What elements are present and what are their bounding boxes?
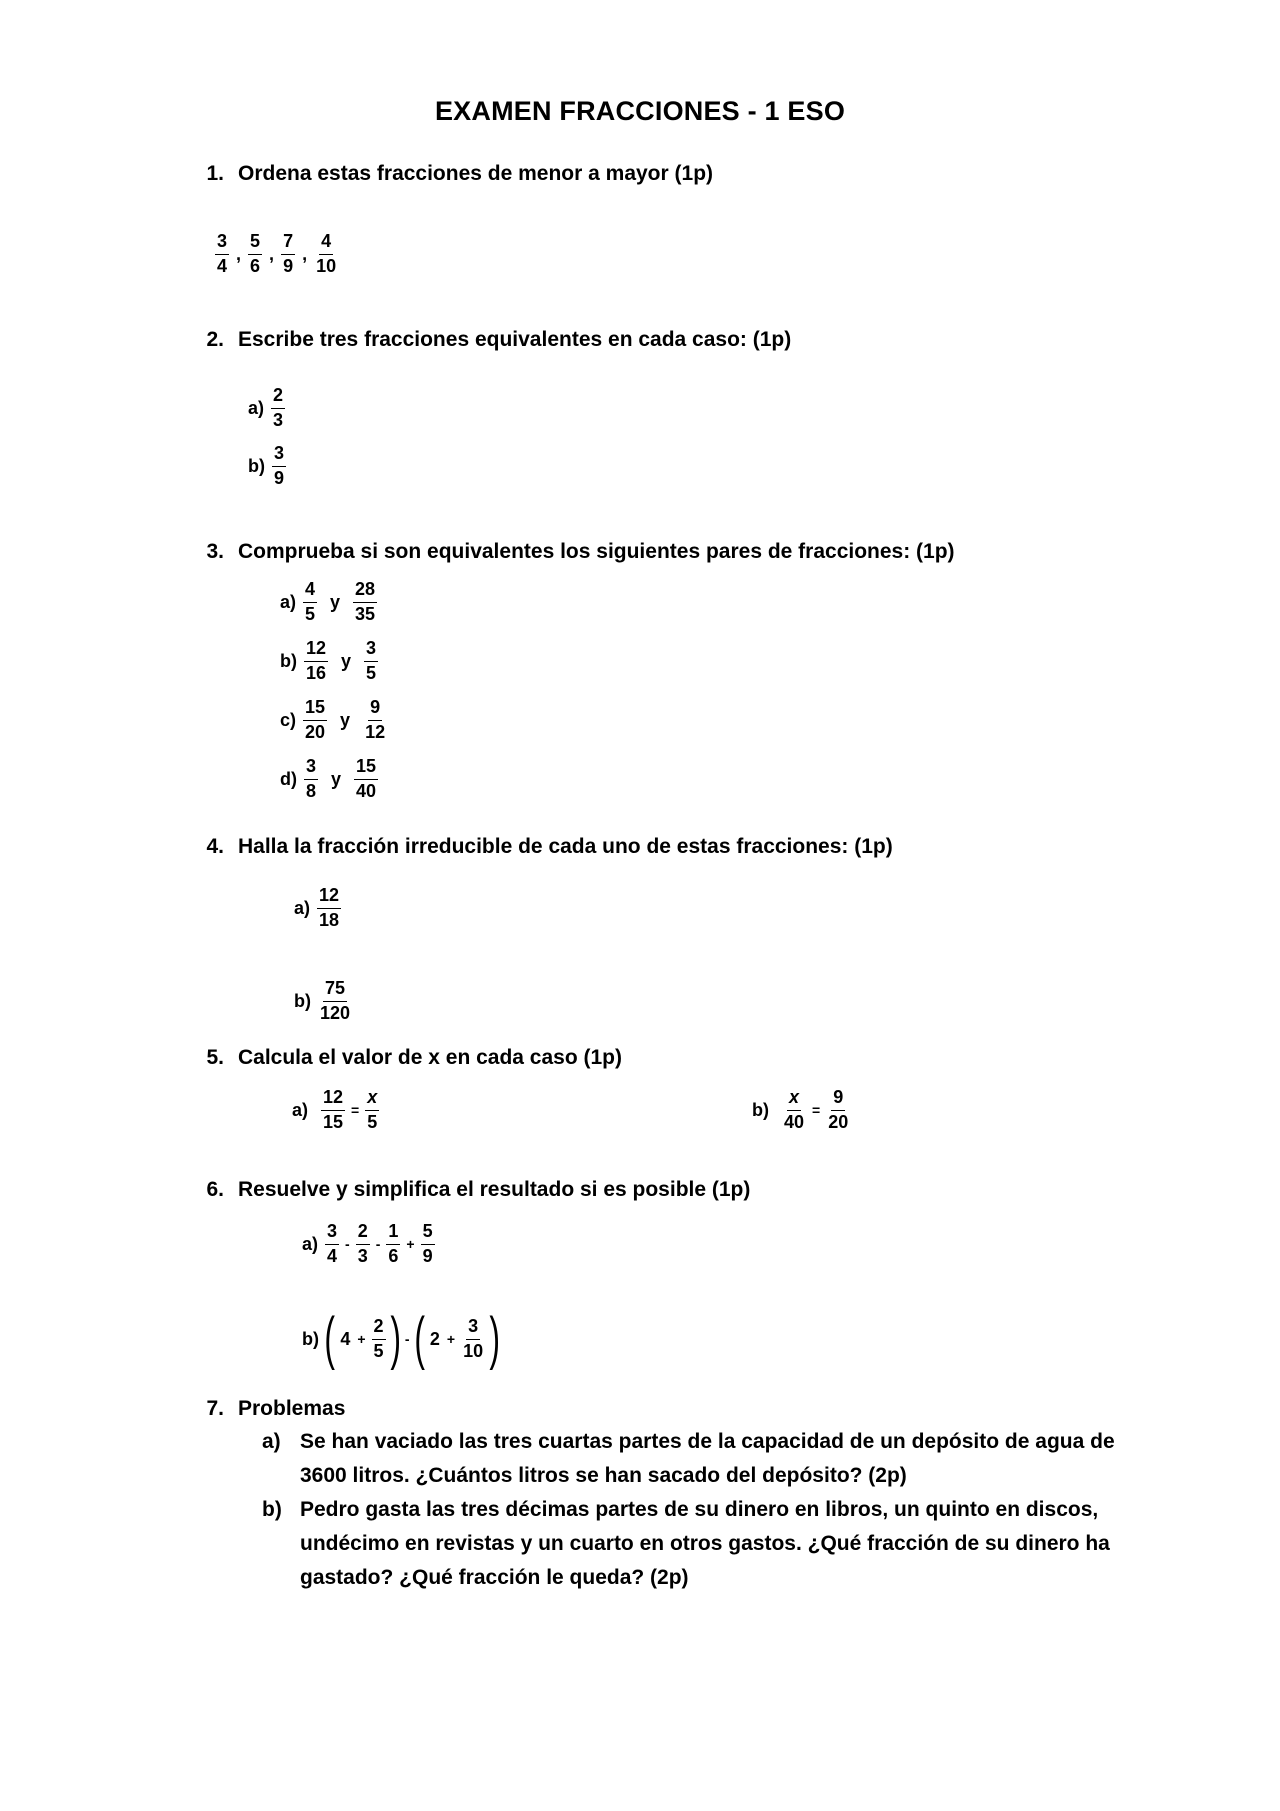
q6-item-a: a) $\frac{3}{4}$ - $\frac{2}{3}$ - $\frac{1}{6}$ + $\frac{5}{9}$ <box>302 1221 433 1266</box>
question-number: 2. <box>206 328 224 351</box>
question-number: 1. <box>206 162 224 185</box>
question-number: 7. <box>206 1397 224 1420</box>
q3-item-d: d) $\frac{3}{8}$ y $\frac{15}{40}$ <box>280 756 377 801</box>
question-number: 6. <box>206 1178 224 1201</box>
q4-item-a: a) $\frac{12}{18}$ <box>294 885 340 930</box>
question-text: Calcula el valor de x en cada caso (1p) <box>238 1046 622 1069</box>
fraction: $\frac{3}{9}$ <box>274 443 285 488</box>
question-text: Halla la fracción irreducible de cada uno de estas fracciones: (1p) <box>238 835 893 858</box>
fraction: $\frac{4}{10}$ <box>316 231 337 276</box>
question-text: Problemas <box>238 1397 346 1420</box>
q3-item-a: a) $\frac{4}{5}$ y $\frac{28}{35}$ <box>280 579 376 624</box>
question-number: 3. <box>206 540 224 563</box>
problem-text: Se han vaciado las tres cuartas partes de la capacidad de un depósito de agua de 3600 litros. ¿Cuántos litros se han sacado del depósito? (2p) <box>300 1430 1115 1487</box>
fraction: $\frac{7}{9}$ <box>283 231 294 276</box>
q5-item-a: a) $\frac{12}{15}$ = $\frac{x}{5}$ <box>292 1087 378 1132</box>
question-number: 5. <box>206 1046 224 1069</box>
question-text: Escribe tres fracciones equivalentes en cada caso: (1p) <box>238 328 792 351</box>
problem-label: b) <box>262 1498 282 1521</box>
problem-label: a) <box>262 1430 281 1453</box>
q2-item-b: b) $\frac{3}{9}$ <box>248 443 285 488</box>
problem-text: Pedro gasta las tres décimas partes de su dinero en libros, un quinto en discos, undécimo en revistas y un cuarto en otros gastos. ¿Qué fracción de su dinero ha gastado? ¿Qué fracción le queda? (2p) <box>300 1498 1110 1589</box>
problem-b <box>262 1493 1122 1603</box>
question-text: Resuelve y simplifica el resultado si es posible (1p) <box>238 1178 751 1201</box>
page-title: EXAMEN FRACCIONES - 1 ESO <box>434 96 846 126</box>
fraction: $\frac{3}{4}$ <box>217 231 228 276</box>
q5-item-b: b) $\frac{x}{40}$ = $\frac{9}{20}$ <box>752 1087 849 1132</box>
fraction: $\frac{2}{3}$ <box>273 385 284 430</box>
q2-item-a: a) $\frac{2}{3}$ <box>248 385 284 430</box>
q4-item-b: b) $\frac{75}{120}$ <box>294 978 351 1023</box>
q3-item-b: b) $\frac{12}{16}$ y $\frac{3}{5}$ <box>280 638 377 683</box>
q1-fractions: $\frac{3}{4}$ , $\frac{5}{6}$ , $\frac{7}{9}$ , $\frac{4}{10}$ <box>217 231 337 276</box>
q6-item-b: b) ( 4 + $\frac{2}{5}$ ) - ( 2 + $\frac{3}{10}$ ) <box>302 1306 501 1371</box>
question-text: Ordena estas fracciones de menor a mayor (1p) <box>238 162 714 185</box>
fraction: $\frac{5}{6}$ <box>250 231 261 276</box>
q3-item-c: c) $\frac{15}{20}$ y $\frac{9}{12}$ <box>280 697 386 742</box>
problem-a <box>262 1425 1122 1495</box>
question-text: Comprueba si son equivalentes los siguientes pares de fracciones: (1p) <box>238 540 955 563</box>
question-number: 4. <box>206 835 224 858</box>
